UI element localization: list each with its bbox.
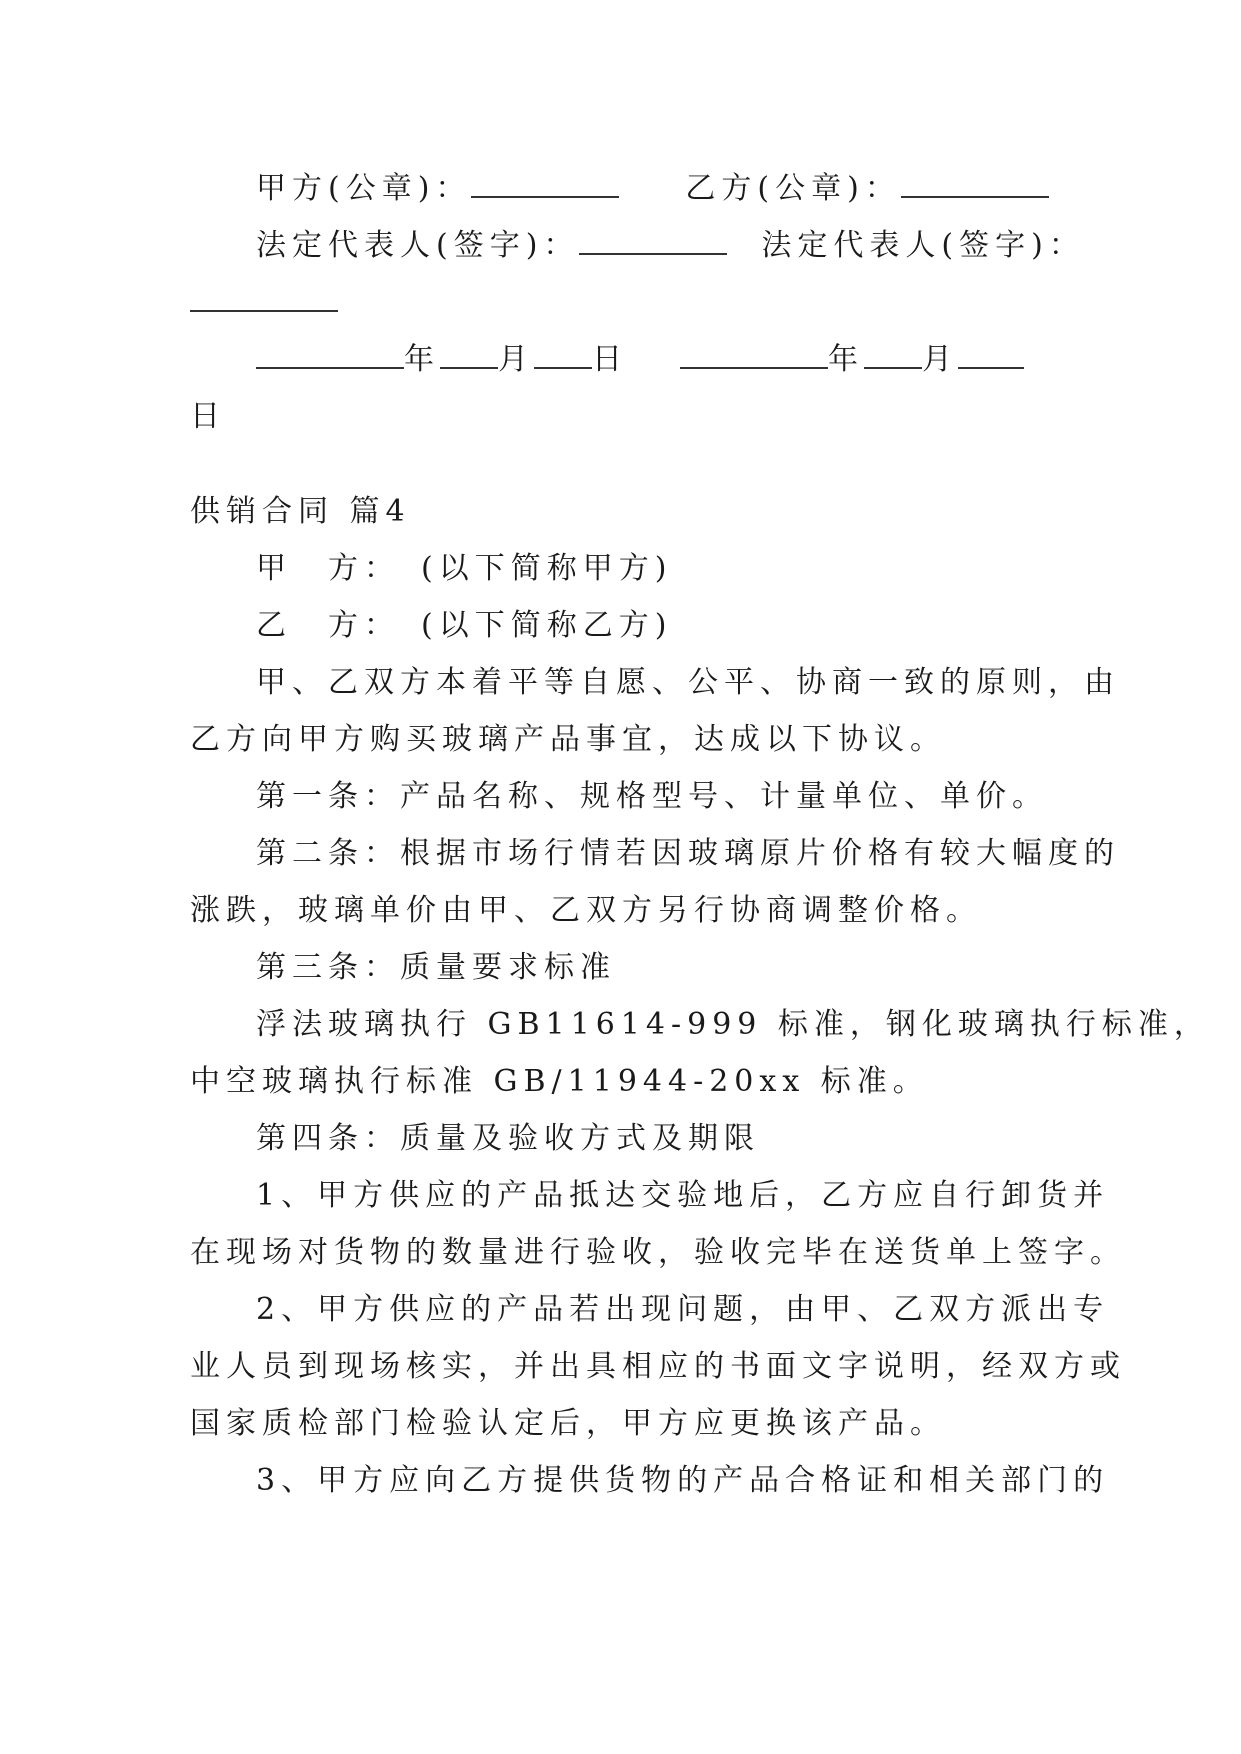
article-4: 第四条：质量及验收方式及期限 xyxy=(256,1121,760,1156)
intro-line-1: 甲、乙双方本着平等自愿、公平、协商一致的原则，由 xyxy=(256,665,1120,700)
rep-b-blank-line xyxy=(190,274,1055,331)
rep-a-label: 法定代表人(签字)： xyxy=(256,228,580,263)
day-a-blank xyxy=(534,343,592,369)
section-heading: 供销合同 篇4 xyxy=(190,494,411,529)
document-page xyxy=(190,160,1210,1509)
month-a-blank xyxy=(440,343,498,369)
party-b-line: 乙 方： (以下简称乙方) xyxy=(256,608,673,643)
rep-b-blank xyxy=(190,286,338,312)
year-b-label: 年 xyxy=(828,342,864,377)
article-3: 第三条：质量要求标准 xyxy=(256,950,616,985)
rep-b-label: 法定代表人(签字)： xyxy=(761,228,1085,263)
party-b-seal-blank xyxy=(901,172,1049,198)
day-a-label: 日 xyxy=(592,342,628,377)
seal-line xyxy=(190,160,1055,217)
rep-a-blank xyxy=(579,229,727,255)
day-b-blank xyxy=(958,343,1024,369)
item-2-line-2: 业人员到现场核实，并出具相应的书面文字说明，经双方或 xyxy=(190,1349,1126,1384)
party-a-seal-blank xyxy=(471,172,619,198)
month-b-blank xyxy=(864,343,922,369)
item-1-line-1: 1、甲方供应的产品抵达交验地后，乙方应自行卸货并 xyxy=(256,1178,1110,1213)
date-line xyxy=(190,331,1055,388)
intro-line-2: 乙方向甲方购买玻璃产品事宜，达成以下协议。 xyxy=(190,722,946,757)
item-2-line-3: 国家质检部门检验认定后，甲方应更换该产品。 xyxy=(190,1406,946,1441)
party-b-seal-label: 乙方(公章)： xyxy=(685,171,901,206)
item-3-line-1: 3、甲方应向乙方提供货物的产品合格证和相关部门的 xyxy=(256,1463,1110,1498)
article-2-line-2: 涨跌，玻璃单价由甲、乙双方另行协商调整价格。 xyxy=(190,893,982,928)
month-b-label: 月 xyxy=(922,342,958,377)
article-2-line-1: 第二条：根据市场行情若因玻璃原片价格有较大幅度的 xyxy=(256,836,1120,871)
party-a-line: 甲 方： (以下简称甲方) xyxy=(256,551,673,586)
article-3-body-2: 中空玻璃执行标准 GB/11944-20xx 标准。 xyxy=(190,1064,929,1099)
party-a-seal-label: 甲方(公章)： xyxy=(256,171,472,206)
year-b-blank xyxy=(680,343,828,369)
item-1-line-2: 在现场对货物的数量进行验收，验收完毕在送货单上签字。 xyxy=(190,1235,1126,1270)
date-day-wrap xyxy=(190,388,1055,445)
representative-line xyxy=(190,217,1085,274)
article-3-body-1: 浮法玻璃执行 GB11614-999 标准，钢化玻璃执行标准， xyxy=(256,1007,1210,1042)
year-a-label: 年 xyxy=(404,342,440,377)
day-b-label: 日 xyxy=(190,399,226,434)
item-2-line-1: 2、甲方供应的产品若出现问题，由甲、乙双方派出专 xyxy=(256,1292,1110,1327)
article-1: 第一条：产品名称、规格型号、计量单位、单价。 xyxy=(256,779,1048,814)
month-a-label: 月 xyxy=(498,342,534,377)
year-a-blank xyxy=(256,343,404,369)
